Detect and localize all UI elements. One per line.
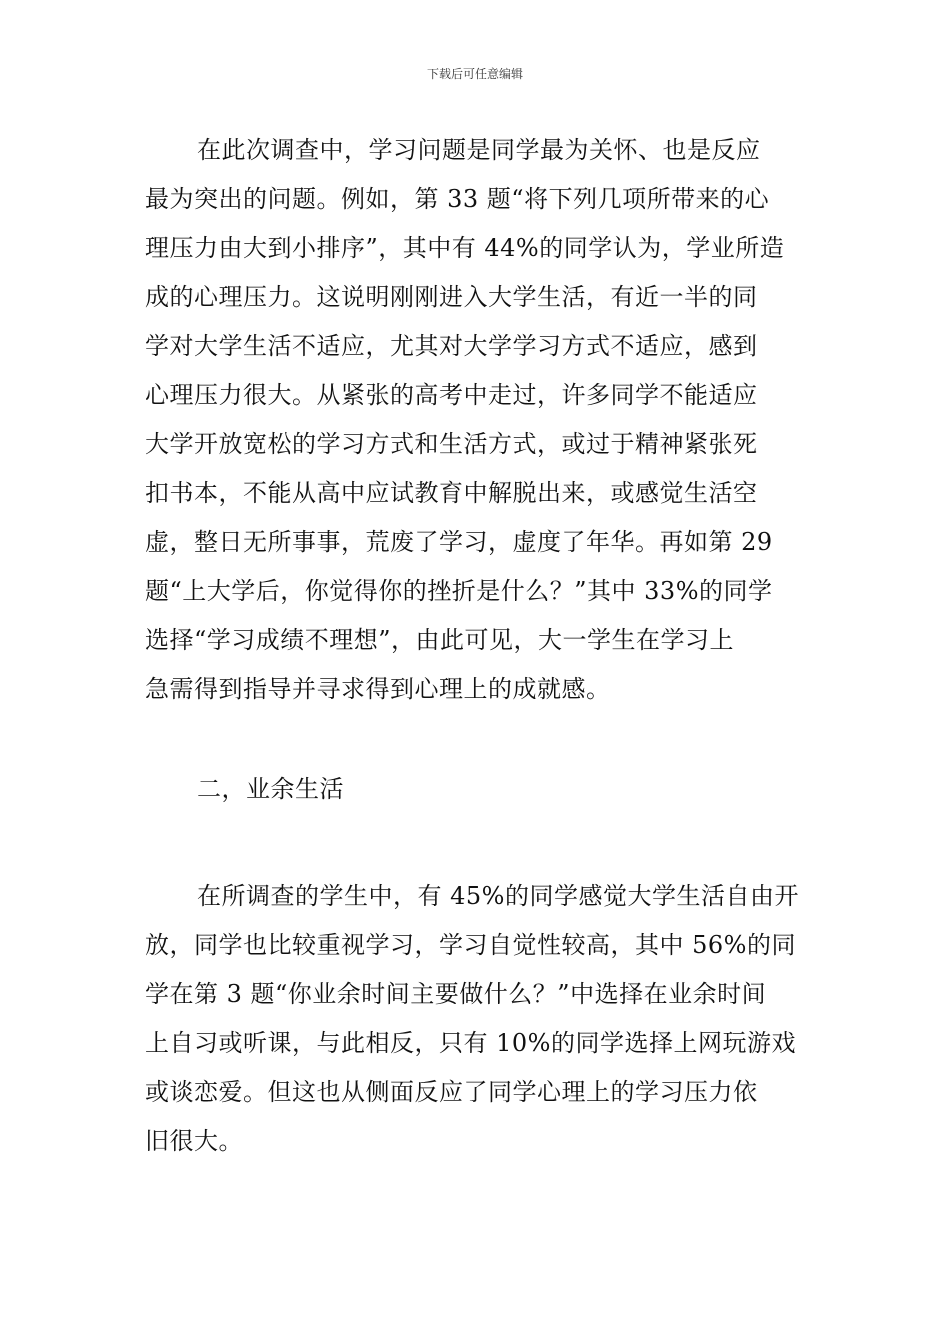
paragraph-line: 旧很大。 [145,1127,243,1155]
paragraph-study-problems [145,126,807,714]
paragraph-line: 大学开放宽松的学习方式和生活方式，或过于精神紧张死 [145,430,758,458]
spacer [145,714,807,765]
paragraph-line: 虚，整日无所事事，荒废了学习，虚度了年华。再如第 29 [145,528,773,556]
paragraph-line: 心理压力很大。从紧张的高考中走过，许多同学不能适应 [145,381,758,409]
paragraph-line: 扣书本，不能从高中应试教育中解脱出来，或感觉生活空 [145,479,758,507]
paragraph-line: 在所调查的学生中，有 45%的同学感觉大学生活自由开 [197,882,799,910]
paragraph-line: 题“上大学后，你觉得你的挫折是什么？”其中 33%的同学 [145,577,773,605]
paragraph-line: 急需得到指导并寻求得到心理上的成就感。 [145,675,611,703]
page-header: 下载后可任意编辑 [426,67,523,81]
paragraph-line: 学在第 3 题“你业余时间主要做什么？”中选择在业余时间 [145,980,767,1008]
paragraph-line: 或谈恋爱。但这也从侧面反应了同学心理上的学习压力依 [145,1078,758,1106]
paragraph-line: 在此次调查中，学习问题是同学最为关怀、也是反应 [197,136,761,164]
paragraph-line: 选择“学习成绩不理想”，由此可见，大一学生在学习上 [145,626,735,654]
paragraph-line: 理压力由大到小排序”，其中有 44%的同学认为，学业所造 [145,234,785,262]
paragraph-line: 放，同学也比较重视学习，学习自觉性较高，其中 56%的同 [145,931,796,959]
paragraph-line: 学对大学生活不适应，尤其对大学学习方式不适应，感到 [145,332,758,360]
paragraph-line: 上自习或听课，与此相反，只有 10%的同学选择上网玩游戏 [145,1029,796,1057]
paragraph-line: 最为突出的问题。例如，第 33 题“将下列几项所带来的心 [145,185,770,213]
section-heading: 二，业余生活 [197,775,344,803]
spacer [145,814,807,872]
paragraph-line: 成的心理压力。这说明刚刚进入大学生活，有近一半的同 [145,283,758,311]
document-body [145,126,807,1166]
paragraph-spare-time [145,872,807,1166]
